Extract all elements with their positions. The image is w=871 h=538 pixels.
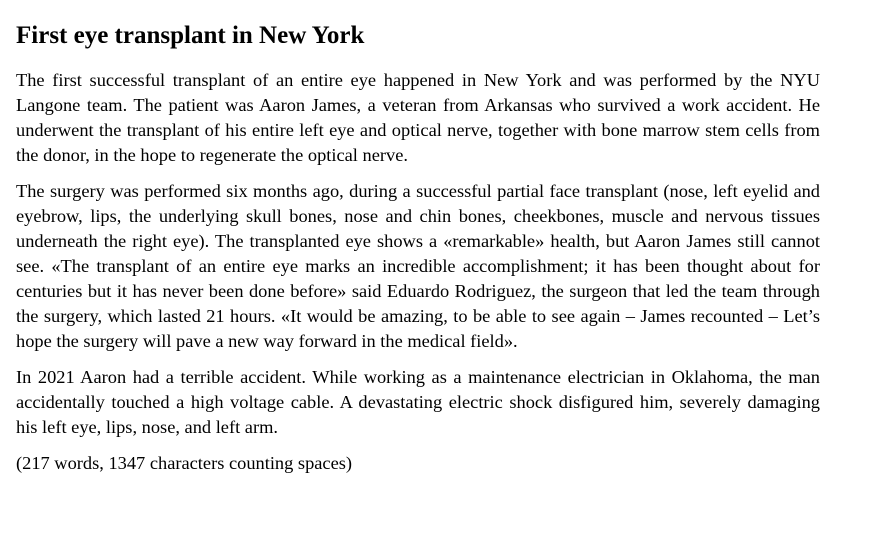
article-paragraph-2: The surgery was performed six months ago, during a successful partial face transplant (nose, left eyelid and eyebrow, lips, the underlying skull bones, nose and chin bones, cheekbones, muscle and nervous tissues underneath the right eye). The transplanted eye shows a «remarkable» health, but Aaron James still cannot see. «The transplant of an entire eye marks an incredible accomplishment; it has been thought about for centuries but it has never been done before» said Eduardo Rodriguez, the surgeon that led the team through the surgery, which lasted 21 hours. «It would be amazing, to be able to see again – James recounted – Let’s hope the surgery will pave a new way forward in the medical field». (16, 181, 820, 351)
article-paragraph-1: The first successful transplant of an entire eye happened in New York and was performed by the NYU Langone team. The patient was Aaron James, a veteran from Arkansas who survived a work accident. He underwent the transplant of his entire left eye and optical nerve, together with bone marrow stem cells from the donor, in the hope to regenerate the optical nerve. (16, 70, 820, 165)
article-title: First eye transplant in New York (16, 22, 365, 49)
article-paragraph-3: In 2021 Aaron had a terrible accident. While working as a maintenance electrician in Oklahoma, the man accidentally touched a high voltage cable. A devastating electric shock disfigured him, severely damaging his left eye, lips, nose, and left arm. (16, 367, 820, 437)
word-count-note: (217 words, 1347 characters counting spaces) (16, 453, 353, 473)
